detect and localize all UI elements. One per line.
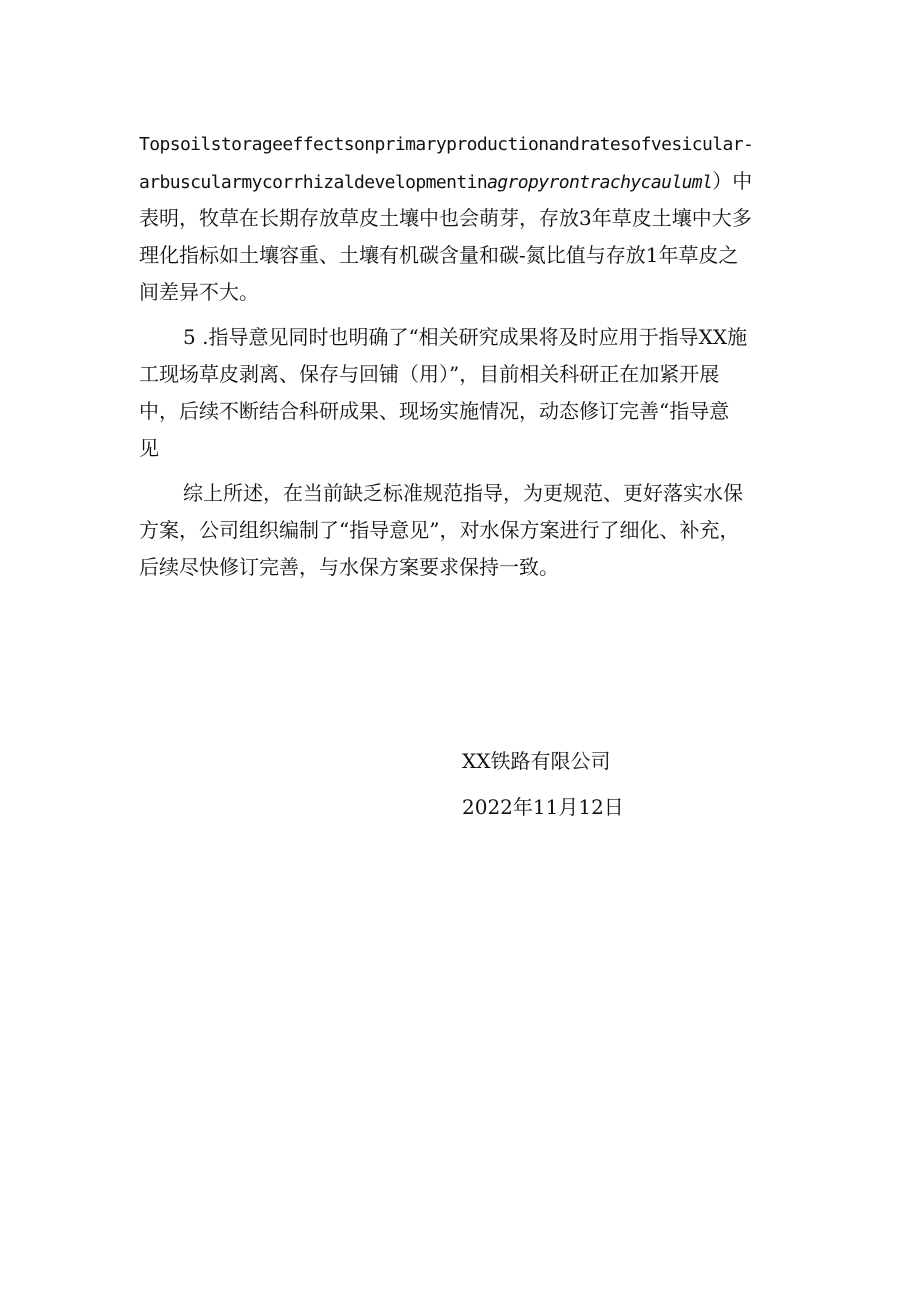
text-line: 后续尽快修订完善，与水保方案要求保持一致。	[139, 555, 559, 579]
species-name-text: agropyrontrachycauluml	[487, 172, 713, 193]
text-line: 表明，牧草在长期存放草皮土壤中也会萌芽，存放3年草皮土壤中大多	[139, 206, 752, 230]
paragraph-item-5	[139, 319, 799, 467]
text-line: 工现场草皮剥离、保存与回铺（用）”，目前相关科研正在加紧开展	[139, 362, 720, 386]
signature-company: XX铁路有限公司	[462, 749, 611, 773]
paragraph-spacer	[139, 467, 799, 475]
signature-date: 2022年11月12日	[462, 795, 624, 819]
document-body	[139, 126, 799, 586]
text-line: 综上所述，在当前缺乏标准规范指导，为更规范、更好落实水保	[183, 481, 743, 505]
text-line: Topsoilstorageeffectsonprimaryproductionandratesofvesicular-	[139, 134, 754, 155]
text-line: 理化指标如土壤容重、土壤有机碳含量和碳-氮比值与存放1年草皮之	[139, 243, 739, 267]
text-line	[139, 163, 799, 200]
paragraph-summary	[139, 475, 799, 586]
text-line: 中，后续不断结合科研成果、现场实施情况，动态修订完善“指导意	[139, 399, 730, 423]
text-line: 5 .指导意见同时也明确了“相关研究成果将及时应用于指导XX施	[183, 325, 748, 349]
signature-block	[462, 738, 762, 830]
text-fragment: ）中	[712, 169, 753, 193]
text-line: 方案，公司组织编制了“指导意见”，对水保方案进行了细化、补充，	[139, 518, 740, 542]
paragraph-topsoil-citation	[139, 126, 799, 311]
paragraph-spacer	[139, 311, 799, 319]
citation-title-text: arbuscularmycorrhizaldevelopmentin	[139, 172, 488, 193]
text-line: 间差异不大。	[139, 280, 259, 304]
text-line: 见	[139, 436, 159, 460]
